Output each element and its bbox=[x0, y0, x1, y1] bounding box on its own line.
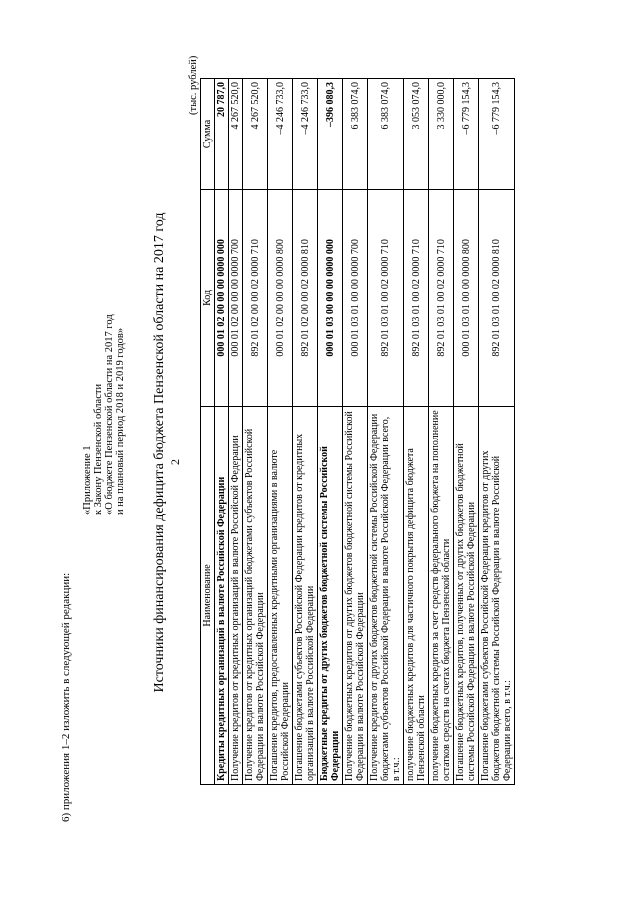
row-code: 892 01 02 00 00 02 0000 710 bbox=[243, 189, 268, 406]
table-header-row bbox=[201, 79, 215, 785]
appendix-header bbox=[82, 314, 126, 515]
row-code: 000 01 02 00 00 00 0000 800 bbox=[268, 189, 293, 406]
header-sum: Сумма bbox=[201, 79, 215, 190]
row-code: 892 01 03 01 00 02 0000 710 bbox=[368, 189, 404, 406]
row-name: Получение кредитов от кредитных организаций в валюте Российской Федерации bbox=[229, 406, 243, 784]
row-name: Погашение бюджетных кредитов, полученных от других бюджетов бюджетной системы Российской Федерации в валюте Российской Федерации bbox=[454, 406, 479, 784]
row-sum: 3 330 000,0 bbox=[429, 79, 454, 190]
row-name: Получение бюджетных кредитов от других бюджетов бюджетной системы Российской Федерации в валюте Российской Федерации bbox=[343, 406, 368, 784]
row-name: Погашение бюджетами субъектов Российской Федерации кредитов от кредитных организаций в валюте Российской Федерации bbox=[293, 406, 318, 784]
appendix-line: и на плановый период 2018 и 2019 годов» bbox=[115, 327, 126, 515]
row-name: получение бюджетных кредитов для частичного покрытия дефицита бюджета Пензенской области bbox=[404, 406, 429, 784]
row-name: Кредиты кредитных организаций в валюте Российской Федерации bbox=[215, 406, 229, 784]
table-row bbox=[293, 79, 318, 785]
table-row bbox=[429, 79, 454, 785]
table-row bbox=[229, 79, 243, 785]
row-sum: 6 383 074,0 bbox=[343, 79, 368, 190]
row-name: Погашение кредитов, предоставленных кредитными организациями в валюте Российской Федерации bbox=[268, 406, 293, 784]
table-row bbox=[215, 79, 229, 785]
table-row bbox=[479, 79, 515, 785]
row-name: Погашение бюджетами субъектов Российской Федерации кредитов от других бюджетов бюджетной системы Российской Федерации в валюте Российской Федерации всего, в т.ч.: bbox=[479, 406, 515, 784]
row-sum: –4 246 733,0 bbox=[293, 79, 318, 190]
table-row bbox=[268, 79, 293, 785]
appendix-line: «О бюджете Пензенской области на 2017 год bbox=[104, 314, 115, 515]
row-sum: –4 246 733,0 bbox=[268, 79, 293, 190]
table-row bbox=[318, 79, 343, 785]
header-name: Наименование bbox=[201, 406, 215, 784]
row-sum: 4 267 520,0 bbox=[229, 79, 243, 190]
table-body bbox=[215, 79, 515, 785]
table-row bbox=[368, 79, 404, 785]
appendix-line: к Закону Пензенской области bbox=[93, 383, 104, 515]
row-code: 000 01 02 00 00 00 0000 700 bbox=[229, 189, 243, 406]
header-code: Код bbox=[201, 189, 215, 406]
table-row bbox=[454, 79, 479, 785]
appendix-line: «Приложение 1 bbox=[82, 445, 93, 515]
row-code: 000 01 03 01 00 00 0000 700 bbox=[343, 189, 368, 406]
financing-table bbox=[200, 78, 515, 785]
table-row bbox=[343, 79, 368, 785]
row-name: Получение кредитов от других бюджетов бюджетной системы Российской Федерации бюджетами субъектов Российской Федерации в валюте Российской Федерации всего, в т.ч.: bbox=[368, 406, 404, 784]
row-sum: 3 053 074,0 bbox=[404, 79, 429, 190]
row-code: 000 01 03 00 00 00 0000 000 bbox=[318, 189, 343, 406]
row-sum: –6 779 154,3 bbox=[454, 79, 479, 190]
row-sum: 6 383 074,0 bbox=[368, 79, 404, 190]
row-code: 892 01 03 01 00 02 0000 710 bbox=[429, 189, 454, 406]
row-code: 892 01 03 01 00 02 0000 810 bbox=[479, 189, 515, 406]
row-code: 892 01 02 00 00 02 0000 810 bbox=[293, 189, 318, 406]
row-name: получение бюджетных кредитов за счет средств федерального бюджета на пополнение остатков средств на счетах бюджета Пензенской области bbox=[429, 406, 454, 784]
row-name: Бюджетные кредиты от других бюджетов бюджетной системы Российской Федерации bbox=[318, 406, 343, 784]
intro-text: 6) приложения 1–2 изложить в следующей редакции: bbox=[60, 572, 72, 822]
row-sum: –396 080,3 bbox=[318, 79, 343, 190]
row-code: 000 01 03 01 00 00 0000 800 bbox=[454, 189, 479, 406]
units-label: (тыс. рублей) bbox=[188, 55, 199, 115]
row-sum: 4 267 520,0 bbox=[243, 79, 268, 190]
document-title: Источники финансирования дефицита бюджета Пензенской области на 2017 год bbox=[152, 212, 167, 693]
table-row bbox=[404, 79, 429, 785]
row-code: 892 01 03 01 00 02 0000 710 bbox=[404, 189, 429, 406]
row-name: Получение кредитов от кредитных организаций бюджетами субъектов Российской Федерации в валюте Российской Федерации bbox=[243, 406, 268, 784]
table-row bbox=[243, 79, 268, 785]
page-number: 2 bbox=[168, 459, 182, 465]
row-sum: 20 787,0 bbox=[215, 79, 229, 190]
row-sum: –6 779 154,3 bbox=[479, 79, 515, 190]
row-code: 000 01 02 00 00 00 0000 000 bbox=[215, 189, 229, 406]
